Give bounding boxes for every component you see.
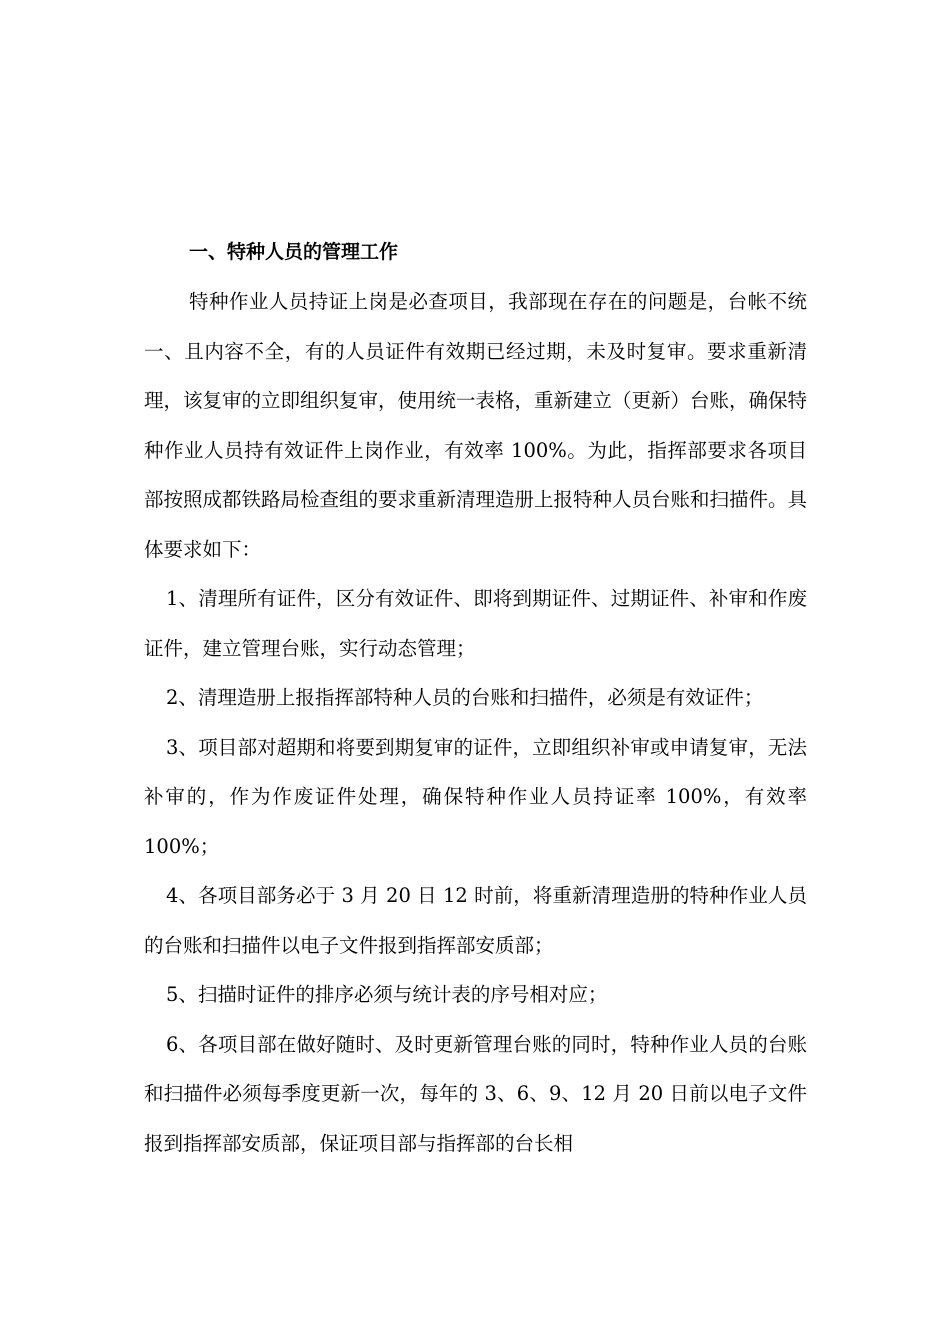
document-body xyxy=(144,228,807,1168)
requirement-item-3: 3、项目部对超期和将要到期复审的证件，立即组织补审或申请复审，无法补审的，作为作废证件处理，确保特种作业人员持证率 100%，有效率 100%； xyxy=(144,735,807,858)
requirement-item-6: 6、各项目部在做好随时、及时更新管理台账的同时，特种作业人员的台账和扫描件必须每季度更新一次，每年的 3、6、9、12 月 20 日前以电子文件报到指挥部安质部，保证项目部与指挥部的台长相 xyxy=(144,1032,807,1155)
requirement-item-1: 1、清理所有证件，区分有效证件、即将到期证件、过期证件、补审和作废证件，建立管理台账，实行动态管理； xyxy=(144,587,807,660)
requirement-item-2: 2、清理造册上报指挥部特种人员的台账和扫描件，必须是有效证件； xyxy=(166,686,764,709)
intro-paragraph: 特种作业人员持证上岗是必查项目，我部现在存在的问题是，台帐不统一、且内容不全，有的人员证件有效期已经过期，未及时复审。要求重新清理，该复审的立即组织复审，使用统一表格，重新建立（更新）台账，确保特种作业人员持有效证件上岗作业，有效率 100%。为此，指挥部要求各项目部按照成都铁路局检查组的要求重新清理造册上报特种人员台账和扫描件。具体要求如下： xyxy=(144,290,808,561)
requirement-item-4: 4、各项目部务必于 3 月 20 日 12 时前，将重新清理造册的特种作业人员的台账和扫描件以电子文件报到指挥部安质部； xyxy=(144,884,807,957)
requirement-item-5: 5、扫描时证件的排序必须与统计表的序号相对应； xyxy=(166,983,608,1006)
section-heading: 一、特种人员的管理工作 xyxy=(189,241,399,263)
